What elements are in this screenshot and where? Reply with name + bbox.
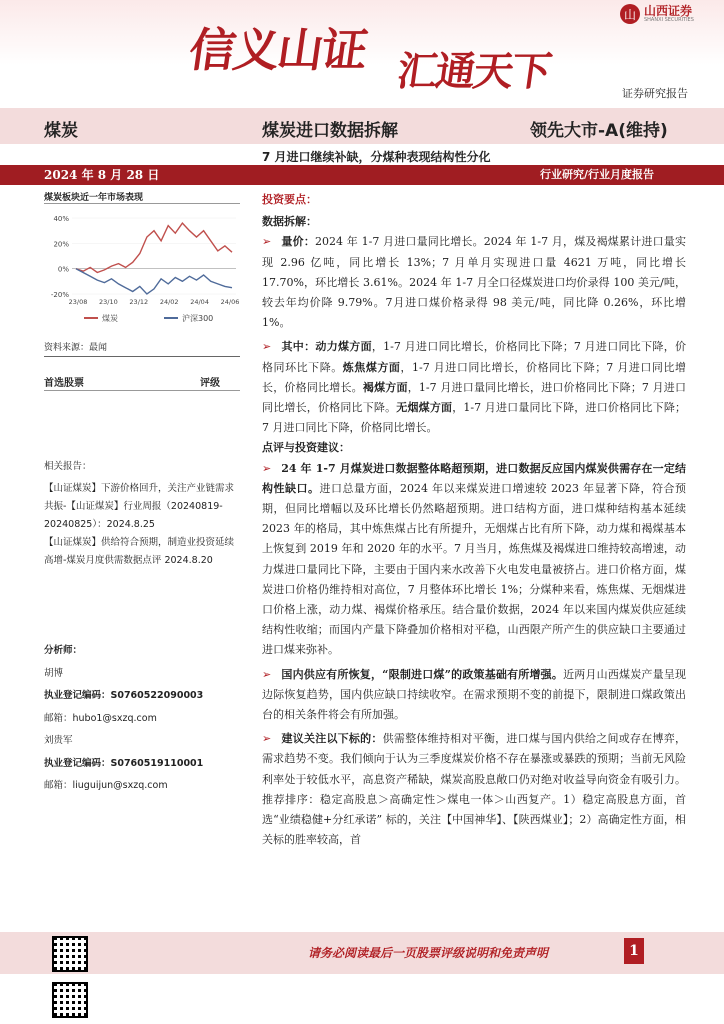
legend-label: 煤炭 [102, 314, 118, 323]
paragraph-summary [262, 459, 686, 661]
stock-divider [44, 390, 240, 391]
x-tick-label: 24/06 [220, 298, 240, 306]
report-title: 煤炭进口数据拆解 [262, 121, 398, 141]
p2-b-head: 炼焦煤方面 [342, 360, 401, 374]
source-divider [44, 356, 240, 357]
arrow-icon: ➢ [262, 235, 272, 249]
p5-body: 供需整体维持相对平衡，进口煤与国内供给之间或存在博弈，需求趋势不变。我们倾向于认为三季度煤炭价格不存在暴涨或暴跌的预期；当前无风险利率处于较低水平，高息资产稀缺，煤炭高股息敞口仍对绝对收益导向资金有吸引力。推荐排序：稳定高股息＞高确定性＞煤电一体＞山西复产。1）稳定高股息方面，首选“业绩稳健+分红承诺” 标的，关注【中国神华】、【陕西煤业】；2）高确定性方面，相关标的胜率较高，首 [262, 732, 687, 847]
chart-divider [44, 203, 240, 204]
invest-title: 投资要点： [262, 193, 317, 206]
series-line-0 [76, 223, 232, 272]
p2-c: ，1-7 月进口量同比增长，进口价格同比下降；7 月进口同比增长，价格同比下降。 [262, 380, 686, 415]
legend-label: 沪深300 [182, 314, 214, 323]
y-tick-label: 40% [53, 215, 69, 223]
industry-label: 煤炭 [44, 121, 78, 141]
logo-en: SHANXI SECURITIES [644, 17, 694, 23]
paragraph-volume-price [262, 232, 686, 333]
related-report-1[interactable]: 【山证煤炭】下游价格回升，关注产业链需求共振-【山证煤炭】行业周报（20240819-20240825）：2024.8.25 [44, 483, 235, 530]
page-number: 1 [624, 938, 644, 964]
p2-a: ，1-7 月进口同比增长，价格同比下降；7 月进口同比下降，价格同环比下降。 [262, 340, 686, 374]
p3-body: 进口总量方面，2024 年以来煤炭进口增速较 2023 年显著下降，符合预期，但同比增幅以及环比增长仍然略超预期。进口结构方面，进口煤种结构基本延续 2023 年的格局，其中炼焦煤占比有所提升，无烟煤占比有所下降，动力煤和褐煤基本上恢复到 2019 年和 2020 年的水平。7 月当月，炼焦煤及褐煤进口维持较高增速，动力煤进口量同比下降，主要由于国内来水改善下火电发电量被挤占。进口价格方面，煤炭进口价格仍维持相对高位，7 月整体环比增长 1%；分煤种来看，炼焦煤、无烟煤进口价格上涨，动力煤、褐煤价格承压。结合量价数据，2024 年以来国内煤炭供应延续结构性收缩；而国内产量下降叠加价格相对平稳，山西限产所产生的供应缺口主要通过进口煤来弥补。 [262, 481, 687, 657]
x-tick-label: 23/08 [68, 298, 88, 306]
p5-head: 建议关注以下标的： [281, 732, 383, 746]
report-type: 行业研究/行业月度报告 [540, 168, 655, 181]
stock-header: 首选股票 [44, 378, 84, 389]
p3-head: 24 年 1-7 月煤炭进口数据整体略超预期，进口数据反应国内煤炭供需存在一定结构性缺口。 [262, 461, 686, 495]
chart-source: 资料来源：最闻 [44, 343, 108, 353]
p2-c-head: 褐煤方面 [362, 380, 408, 394]
report-date: 2024 年 8 月 28 日 [44, 168, 160, 182]
x-tick-label: 24/02 [159, 298, 179, 306]
related-report-2[interactable]: 【山证煤炭】供给符合预期，制造业投资延续高增-煤炭月度供需数据点评 2024.8.20 [44, 537, 235, 566]
rating-header: 评级 [200, 378, 220, 389]
x-tick-label: 24/04 [190, 298, 209, 306]
qr-code-icon [52, 936, 88, 972]
analyst-name: 刘贵军 [44, 735, 73, 746]
paragraph-recommend [262, 729, 686, 850]
arrow-icon: ➢ [262, 340, 272, 354]
analyst-name: 胡博 [44, 667, 64, 679]
related-reports [44, 458, 240, 570]
industry-rating: 领先大市-A(维持) [530, 121, 668, 141]
slogan-part2: 汇通天下 [394, 49, 553, 95]
qr-code-icon [52, 982, 88, 1018]
data-title: 数据拆解： [262, 215, 317, 229]
p1-head: 量价： [281, 235, 316, 249]
arrow-icon: ➢ [262, 667, 272, 681]
arrow-icon: ➢ [262, 461, 272, 475]
doc-type: 证券研究报告 [622, 87, 688, 100]
analysts [44, 640, 240, 798]
paragraph-coal-types [262, 337, 686, 438]
y-tick-label: 0% [57, 265, 69, 274]
analyst-email[interactable]: 邮箱：liuguijun@sxzq.com [44, 780, 168, 791]
analyst-email[interactable]: 邮箱：hubo1@sxzq.com [44, 712, 157, 724]
p2-d-head: 无烟煤方面 [396, 401, 453, 415]
company-logo [620, 4, 694, 24]
paragraph-policy [262, 665, 686, 726]
series-line-1 [76, 269, 232, 294]
p2-d: ，1-7 月进口量同比下降，进口价格同比下降；7 月进口同比下降，价格同比增长。 [262, 401, 687, 435]
analyst-cert: 执业登记编码：S0760522090003 [44, 690, 204, 701]
p4-body: 近两月山西煤炭产量呈现边际恢复趋势，国内供应缺口持续收窄。在需求预期不变的前提下，限制进口煤政策出台的相关条件将会有所加强。 [262, 667, 687, 722]
chart-title: 煤炭板块近一年市场表现 [44, 193, 144, 203]
p2-head: 其中：动力煤方面 [281, 340, 372, 354]
related-title: 相关报告： [44, 461, 92, 472]
x-tick-label: 23/12 [129, 298, 149, 306]
market-chart [44, 208, 240, 330]
p4-head: 国内供应有所恢复，“限制进口煤”的政策基础有所增强。 [281, 667, 564, 681]
analyst-title: 分析师： [44, 645, 83, 656]
report-subtitle: 7 月进口继续补缺，分煤种表现结构性分化 [262, 150, 491, 164]
logo-mark-icon: 山 [620, 4, 640, 24]
review-title: 点评与投资建议： [262, 441, 350, 455]
arrow-icon: ➢ [262, 732, 272, 746]
main-content [262, 190, 686, 851]
logo-name: 山西证券 [644, 4, 693, 18]
slogan-part1: 信义山证 [185, 23, 370, 77]
p1-body: 2024 年 1-7 月进口量同比增长。2024 年 1-7 月，煤及褐煤累计进口量实现 2.96 亿吨，同比增长 13%；7 月单月实现进口量 4621 万吨，同比增长 17.70%，环比增长 3.61%。2024 年 1-7 月全口径煤炭进口均价录得 100 美元/吨，较去年均价降 9.79%。7月进口煤价格录得 98 美元/吨，同比降 0.26%，环比增 1%。 [262, 235, 686, 330]
y-tick-label: 20% [53, 240, 69, 249]
p2-b: ，1-7 月进口同比增长，价格同比下降；7 月进口同比增长，价格同比增长。 [262, 360, 687, 394]
y-tick-label: -20% [50, 291, 69, 299]
analyst-cert: 执业登记编码：S0760519110001 [44, 757, 204, 769]
x-tick-label: 23/10 [99, 298, 118, 306]
disclaimer: 请务必阅读最后一页股票评级说明和免责声明 [308, 946, 549, 960]
